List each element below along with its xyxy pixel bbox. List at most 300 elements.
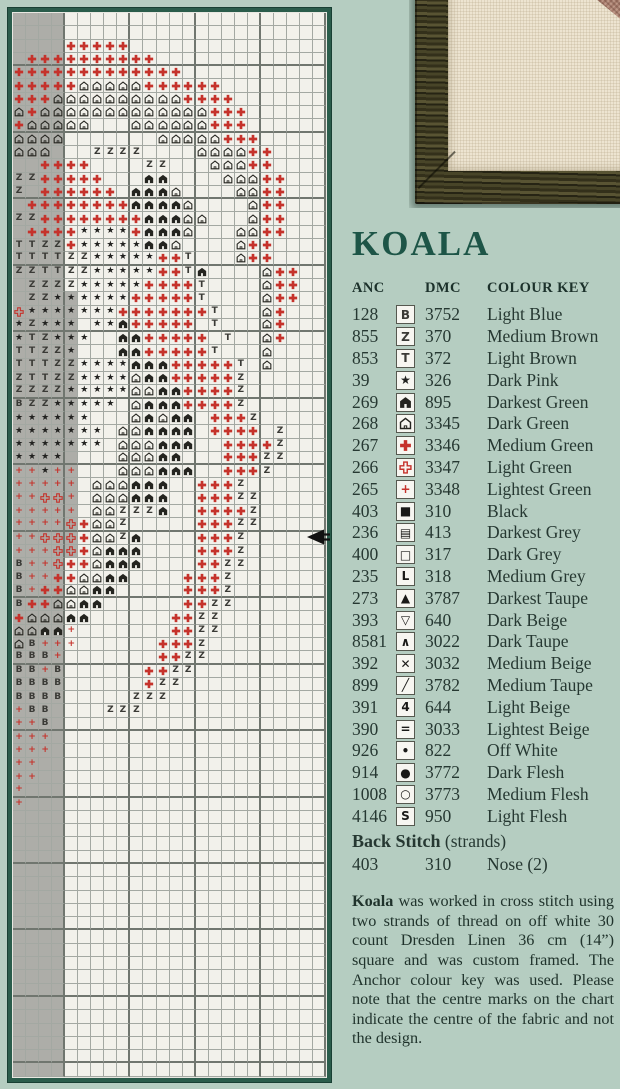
chart-cell [13, 332, 26, 345]
chart-cell [196, 864, 209, 877]
chart-cell [65, 638, 78, 651]
chart-cell [209, 545, 222, 558]
chart-cell [143, 93, 156, 106]
chart-cell [274, 811, 287, 824]
symbol-letter: ★ [93, 372, 102, 383]
chart-cell [183, 917, 196, 930]
chart-cell [209, 332, 222, 345]
chart-cell [287, 226, 300, 239]
chart-cell [13, 1037, 26, 1050]
chart-cell [91, 252, 104, 265]
chart-cell [261, 984, 274, 997]
key-colour-name: Medium Taupe [487, 674, 593, 695]
chart-grid [13, 13, 326, 1077]
chart-cell [261, 638, 274, 651]
symbol-letter: T [15, 346, 23, 357]
chart-cell [274, 930, 287, 943]
symbol-letter: ★ [80, 439, 89, 450]
chart-cell [157, 532, 170, 545]
chart-cell [78, 864, 91, 877]
chart-cell [52, 957, 65, 970]
chart-cell [300, 266, 313, 279]
cross-filled-icon [210, 360, 220, 370]
chart-cell [313, 146, 326, 159]
key-row [352, 675, 614, 697]
chart-cell [287, 319, 300, 332]
symbol-letter: T [42, 266, 49, 277]
chart-cell [91, 545, 104, 558]
chart-cell [104, 13, 117, 26]
cross-filled-icon [210, 120, 220, 130]
chart-cell [248, 252, 261, 265]
chart-cell [183, 1010, 196, 1023]
chart-cell [65, 13, 78, 26]
key-anc: 400 [352, 544, 379, 565]
chart-cell [196, 598, 209, 611]
house-open-icon [197, 120, 207, 130]
chart-cell [196, 439, 209, 452]
cross-filled-icon [171, 267, 181, 277]
chart-cell [248, 226, 261, 239]
chart-cell [170, 478, 183, 491]
symbol-letter: ★ [106, 306, 115, 317]
chart-cell [39, 1050, 52, 1063]
chart-cell [287, 984, 300, 997]
chart-cell [78, 611, 91, 624]
key-row [352, 762, 614, 784]
chart-cell [222, 917, 235, 930]
chart-cell [157, 665, 170, 678]
chart-cell [26, 824, 39, 837]
chart-cell [52, 40, 65, 53]
chart-cell [143, 678, 156, 691]
cross-filled-icon [118, 307, 128, 317]
symbol-letter: B [28, 678, 36, 689]
cross-filled-icon [210, 493, 220, 503]
chart-cell [170, 731, 183, 744]
cross-filled-icon [158, 81, 168, 91]
chart-cell [130, 399, 143, 412]
key-colour-name: Light Beige [487, 696, 571, 717]
chart-cell [183, 412, 196, 425]
house-open-icon [223, 160, 233, 170]
chart-cell [209, 970, 222, 983]
chart-cell [78, 824, 91, 837]
symbol-letter: S [401, 809, 410, 824]
chart-cell [313, 199, 326, 212]
chart-cell [196, 492, 209, 505]
chart-cell [91, 758, 104, 771]
chart-cell [209, 585, 222, 598]
chart-cell [104, 452, 117, 465]
house-open-icon [144, 120, 154, 130]
chart-cell [248, 891, 261, 904]
chart-cell [39, 385, 52, 398]
chart-cell [91, 425, 104, 438]
chart-cell [26, 851, 39, 864]
chart-cell [274, 332, 287, 345]
chart-cell [39, 412, 52, 425]
key-row [352, 457, 614, 479]
chart-cell [235, 505, 248, 518]
chart-cell [261, 372, 274, 385]
chart-cell [26, 798, 39, 811]
chart-cell [300, 359, 313, 372]
chart-cell [300, 704, 313, 717]
chart-cell [274, 279, 287, 292]
chart-cell [26, 106, 39, 119]
key-header-anc: ANC [352, 280, 385, 296]
key-row [352, 566, 614, 588]
chart-cell [235, 212, 248, 225]
chart-cell [39, 40, 52, 53]
chart-cell [130, 1024, 143, 1037]
symbol-letter: + [15, 758, 23, 769]
chart-cell [130, 1050, 143, 1063]
chart-cell [39, 611, 52, 624]
chart-cell [117, 984, 130, 997]
key-anc: 403 [352, 500, 379, 521]
chart-cell [104, 226, 117, 239]
cross-filled-icon [40, 200, 50, 210]
chart-cell [26, 292, 39, 305]
chart-cell [196, 704, 209, 717]
chart-cell [287, 665, 300, 678]
chart-cell [143, 412, 156, 425]
chart-cell [170, 119, 183, 132]
chart-cell [26, 412, 39, 425]
chart-cell [313, 625, 326, 638]
chart-cell [287, 877, 300, 890]
chart-cell [143, 758, 156, 771]
symbol-letter: ★ [67, 425, 76, 436]
chart-cell [104, 691, 117, 704]
chart-cell [130, 119, 143, 132]
chart-cell [222, 665, 235, 678]
chart-cell [130, 744, 143, 757]
chart-cell [196, 13, 209, 26]
house-open-icon [131, 120, 141, 130]
chart-cell [287, 571, 300, 584]
chart-cell [196, 571, 209, 584]
chart-cell [104, 505, 117, 518]
chart-cell [143, 545, 156, 558]
chart-cell [143, 399, 156, 412]
chart-cell [104, 851, 117, 864]
chart-cell [104, 771, 117, 784]
chart-cell [222, 1063, 235, 1076]
symbol-letter: Z [250, 412, 257, 423]
chart-cell [287, 159, 300, 172]
key-row [352, 696, 614, 718]
house-filled-icon [158, 426, 168, 436]
chart-cell [287, 1010, 300, 1023]
chart-cell [52, 1024, 65, 1037]
key-colour-name: Dark Taupe [487, 631, 569, 652]
chart-cell [274, 718, 287, 731]
symbol-letter: Z [198, 625, 205, 636]
house-open-icon [171, 120, 181, 130]
cross-filled-icon [158, 347, 168, 357]
chart-cell [78, 279, 91, 292]
symbol-letter: Z [211, 612, 218, 622]
chart-cell [300, 40, 313, 53]
chart-cell [261, 532, 274, 545]
key-anc: 266 [352, 456, 379, 477]
chart-cell [78, 159, 91, 172]
chart-cell [196, 53, 209, 66]
chart-cell [222, 638, 235, 651]
key-row [352, 609, 614, 631]
chart-cell [104, 319, 117, 332]
cross-filled-icon [288, 293, 298, 303]
cross-filled-icon [158, 67, 168, 77]
chart-cell [170, 399, 183, 412]
chart-cell [91, 292, 104, 305]
chart-cell [13, 385, 26, 398]
chart-cell [78, 691, 91, 704]
chart-cell [13, 106, 26, 119]
chart-cell [274, 704, 287, 717]
chart-cell [235, 571, 248, 584]
chart-cell [300, 930, 313, 943]
chart-cell [130, 173, 143, 186]
chart-cell [235, 279, 248, 292]
chart-cell [170, 877, 183, 890]
chart-cell [157, 625, 170, 638]
chart-cell [65, 359, 78, 372]
chart-cell [39, 585, 52, 598]
chart-cell [157, 944, 170, 957]
symbol-letter: Z [250, 505, 257, 516]
cross-filled-icon [275, 307, 285, 317]
chart-cell [261, 598, 274, 611]
symbol-letter: ★ [14, 451, 24, 462]
house-open-icon [53, 599, 63, 609]
chart-cell [209, 93, 222, 106]
chart-cell [235, 292, 248, 305]
linen-fabric [448, 0, 620, 171]
chart-cell [26, 173, 39, 186]
chart-cell [183, 505, 196, 518]
cross-filled-icon [158, 307, 168, 317]
cross-filled-icon [248, 134, 258, 144]
chart-cell [248, 319, 261, 332]
chart-cell [91, 997, 104, 1010]
chart-cell [65, 306, 78, 319]
chart-cell [13, 518, 26, 531]
chart-cell [300, 399, 313, 412]
chart-cell [104, 439, 117, 452]
chart-cell [248, 864, 261, 877]
chart-cell [248, 571, 261, 584]
chart-cell [261, 439, 274, 452]
key-anc: 8581 [352, 631, 387, 652]
chart-cell [261, 266, 274, 279]
cross-filled-icon [223, 519, 233, 529]
chart-cell [209, 598, 222, 611]
chart-cell [39, 1024, 52, 1037]
chart-cell [183, 1037, 196, 1050]
chart-cell [157, 545, 170, 558]
cross-filled-icon [79, 160, 89, 170]
chart-cell [313, 545, 326, 558]
chart-cell [209, 252, 222, 265]
chart-cell [157, 731, 170, 744]
chart-cell [52, 53, 65, 66]
chart-cell [170, 359, 183, 372]
cross-filled-icon [79, 200, 89, 210]
chart-cell [143, 505, 156, 518]
chart-cell [157, 651, 170, 664]
cross-filled-icon [210, 81, 220, 91]
chart-cell [13, 611, 26, 624]
chart-cell [26, 744, 39, 757]
chart-cell [209, 266, 222, 279]
chart-cell [196, 744, 209, 757]
cross-filled-icon [131, 67, 141, 77]
chart-cell [170, 611, 183, 624]
chart-cell [91, 239, 104, 252]
house-filled-icon [171, 214, 181, 224]
chart-cell [300, 731, 313, 744]
chart-cell [313, 957, 326, 970]
chart-cell [117, 1024, 130, 1037]
key-dmc: 326 [425, 369, 452, 390]
chart-cell [117, 133, 130, 146]
chart-cell [248, 744, 261, 757]
cross-filled-icon [248, 160, 258, 170]
chart-cell [52, 811, 65, 824]
symbol-letter: + [28, 758, 36, 769]
chart-cell [65, 997, 78, 1010]
cross-filled-icon [14, 120, 24, 130]
chart-cell [143, 944, 156, 957]
house-open-icon [210, 147, 220, 157]
house-filled-icon [118, 573, 128, 583]
chart-cell [274, 984, 287, 997]
chart-cell [235, 758, 248, 771]
chart-cell [170, 1037, 183, 1050]
house-filled-icon [144, 214, 154, 224]
house-filled-icon [131, 546, 141, 556]
chart-cell [170, 678, 183, 691]
chart-cell [222, 66, 235, 79]
chart-cell [313, 53, 326, 66]
house-open-icon [40, 120, 50, 130]
chart-cell [222, 545, 235, 558]
symbol-letter: B [41, 678, 49, 689]
chart-cell [39, 997, 52, 1010]
symbol-letter: B [41, 705, 49, 716]
symbol-letter: Z [15, 266, 23, 277]
chart-cell [248, 439, 261, 452]
chart-cell [52, 79, 65, 92]
chart-cell [143, 40, 156, 53]
chart-cell [261, 279, 274, 292]
chart-cell [157, 279, 170, 292]
chart-cell [196, 984, 209, 997]
cross-filled-icon [66, 559, 76, 569]
chart-cell [157, 79, 170, 92]
chart-cell [274, 26, 287, 39]
chart-cell [287, 106, 300, 119]
chart-cell [196, 372, 209, 385]
symbol-letter: + [400, 482, 411, 497]
chart-cell [104, 1037, 117, 1050]
cross-filled-icon [262, 200, 272, 210]
symbol-letter: Z [119, 532, 127, 543]
chart-cell [117, 665, 130, 678]
chart-cell [300, 452, 313, 465]
chart-cell [91, 811, 104, 824]
chart-cell [170, 279, 183, 292]
house-open-icon [14, 134, 24, 144]
house-open-icon [53, 613, 63, 623]
symbol-letter: + [41, 505, 49, 516]
chart-cell [300, 93, 313, 106]
chart-cell [65, 439, 78, 452]
chart-cell [274, 319, 287, 332]
chart-cell [104, 212, 117, 225]
symbol-letter: ╱ [401, 678, 410, 693]
chart-cell [13, 492, 26, 505]
house-open-icon [79, 94, 89, 104]
chart-cell [313, 252, 326, 265]
symbol-letter: B [28, 705, 36, 716]
chart-cell [300, 439, 313, 452]
cross-filled-icon [118, 54, 128, 64]
chart-cell [78, 53, 91, 66]
chart-cell [183, 478, 196, 491]
chart-cell [222, 385, 235, 398]
chart-cell [170, 758, 183, 771]
house-open-icon [92, 559, 102, 569]
chart-cell [196, 944, 209, 957]
cross-filled-icon [236, 506, 246, 516]
chart-cell [209, 784, 222, 797]
house-open-icon [92, 107, 102, 117]
house-open-icon [248, 214, 258, 224]
chart-cell [91, 691, 104, 704]
chart-cell [300, 478, 313, 491]
chart-cell [287, 611, 300, 624]
house-open-icon [118, 107, 128, 117]
chart-cell [170, 851, 183, 864]
house-filled-icon [171, 227, 181, 237]
chart-cell [313, 678, 326, 691]
chart-cell [13, 345, 26, 358]
house-filled-icon [92, 585, 102, 595]
house-open-icon [79, 585, 89, 595]
chart-cell [274, 212, 287, 225]
chart-cell [261, 146, 274, 159]
chart-cell [39, 133, 52, 146]
key-row [352, 326, 614, 348]
chart-cell [91, 66, 104, 79]
chart-cell [313, 837, 326, 850]
house-open-icon [183, 120, 193, 130]
cross-open-icon [40, 493, 50, 503]
house-open-icon [158, 107, 168, 117]
house-open-icon [171, 240, 181, 250]
chart-cell [91, 851, 104, 864]
cross-filled-icon [262, 160, 272, 170]
chart-cell [143, 744, 156, 757]
symbol-letter: ■ [399, 504, 412, 519]
chart-cell [78, 585, 91, 598]
cross-filled-icon [53, 160, 63, 170]
